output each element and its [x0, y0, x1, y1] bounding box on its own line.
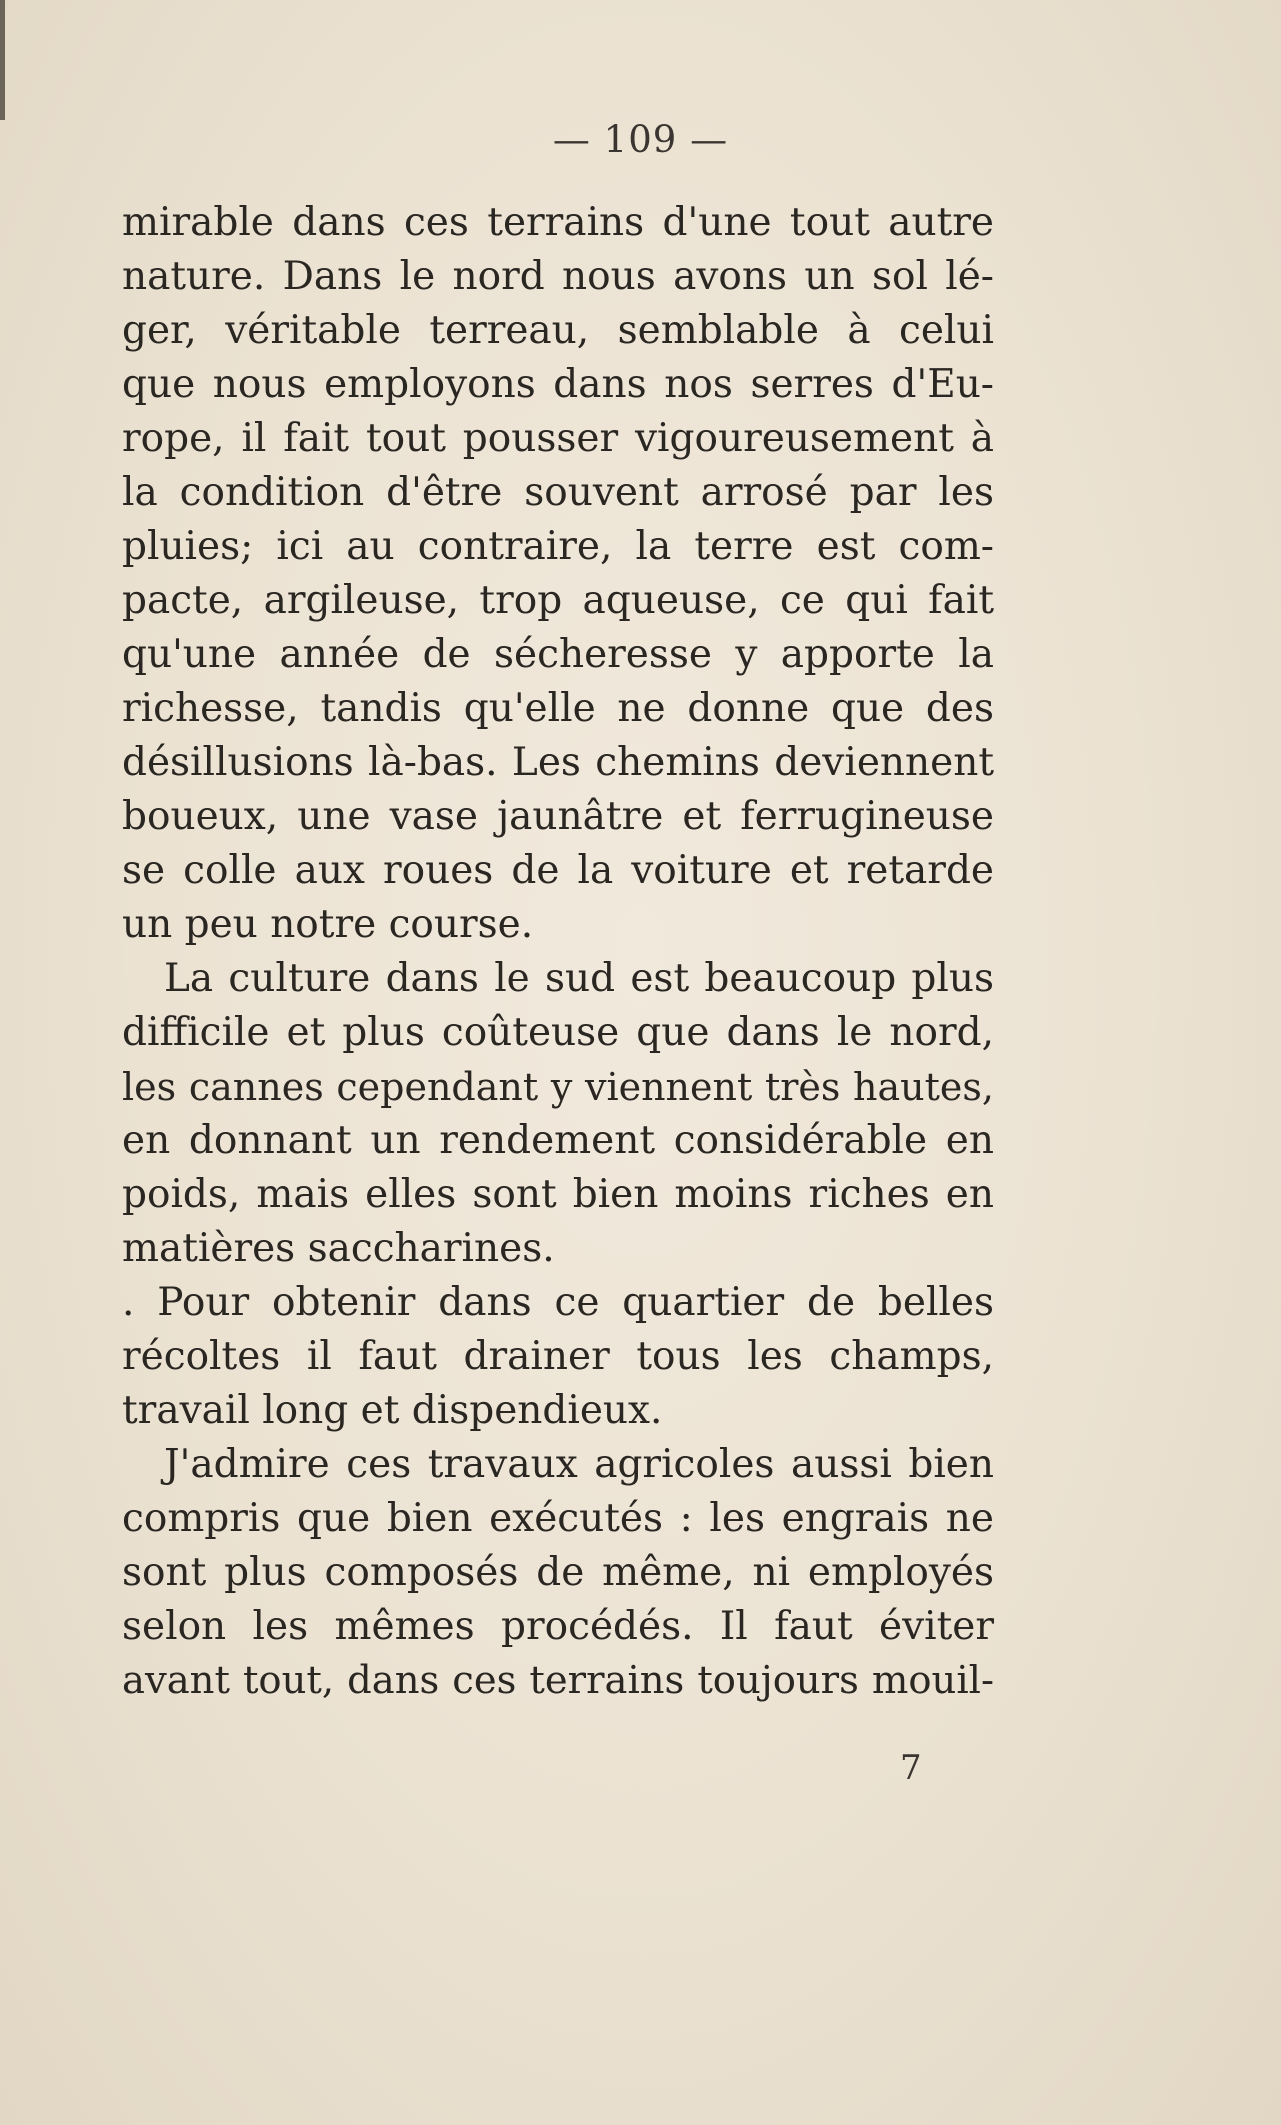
text-line: en donnant un rendement considérable en — [122, 1118, 994, 1163]
text-line: avant tout, dans ces terrains toujours mouil- — [122, 1658, 994, 1703]
text-line: rope, il fait tout pousser vigoureusement à — [122, 416, 994, 461]
signature-mark: 7 — [900, 1748, 922, 1788]
text-line: sont plus composés de même, ni employés — [122, 1550, 994, 1595]
text-line: désillusions là-bas. Les chemins deviennent — [122, 740, 994, 785]
page-number: — 109 — — [552, 118, 729, 161]
text-line: les cannes cependant y viennent très hautes, — [122, 1065, 994, 1109]
text-line: que nous employons dans nos serres d'Eu- — [122, 362, 994, 407]
text-line: difficile et plus coûteuse que dans le nord, — [122, 1010, 994, 1055]
body-text — [122, 196, 994, 1708]
text-line: ger, véritable terreau, semblable à celui — [122, 308, 994, 353]
text-line: récoltes il faut drainer tous les champs, — [122, 1334, 994, 1379]
text-line: nature. Dans le nord nous avons un sol lé- — [122, 254, 994, 299]
text-line: selon les mêmes procédés. Il faut éviter — [122, 1604, 994, 1649]
text-line: . Pour obtenir dans ce quartier de belles — [122, 1280, 994, 1325]
text-line: la condition d'être souvent arrosé par les — [122, 470, 994, 515]
text-line: J'admire ces travaux agricoles aussi bien — [164, 1442, 994, 1487]
text-line: compris que bien exécutés : les engrais ne — [122, 1496, 994, 1541]
text-line: richesse, tandis qu'elle ne donne que des — [122, 686, 994, 731]
text-line: se colle aux roues de la voiture et retarde — [122, 848, 994, 893]
text-line: poids, mais elles sont bien moins riches en — [122, 1172, 994, 1217]
text-line: pacte, argileuse, trop aqueuse, ce qui fait — [122, 578, 994, 623]
text-line: La culture dans le sud est beaucoup plus — [164, 956, 994, 1001]
text-line: travail long et dispendieux. — [122, 1388, 663, 1433]
text-line: boueux, une vase jaunâtre et ferrugineuse — [122, 794, 994, 839]
text-line: matières saccharines. — [122, 1226, 555, 1271]
text-line: un peu notre course. — [122, 902, 534, 947]
page-edge-shadow — [0, 0, 5, 120]
text-line: pluies; ici au contraire, la terre est com- — [122, 524, 994, 569]
text-line: qu'une année de sécheresse y apporte la — [122, 632, 994, 677]
text-line: mirable dans ces terrains d'une tout autre — [122, 200, 994, 245]
